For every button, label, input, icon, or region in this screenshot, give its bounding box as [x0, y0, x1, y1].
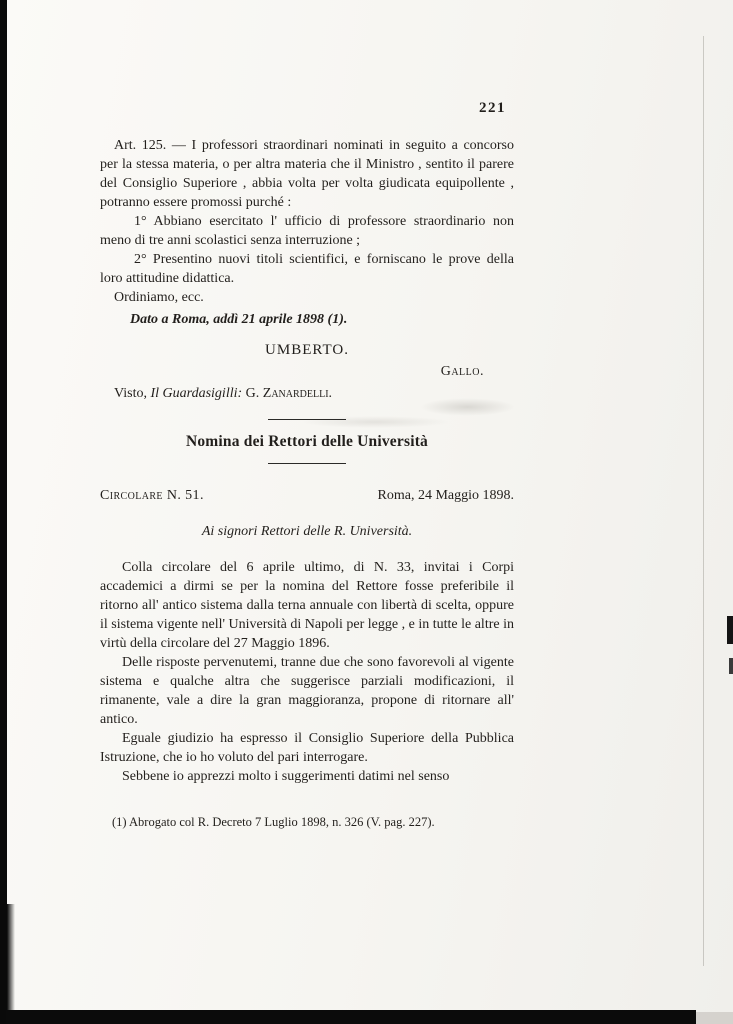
page-content [100, 136, 514, 831]
scan-edge-left [0, 0, 7, 1024]
scan-edge-bottom [6, 1010, 696, 1024]
decree-paragraph: Art. 125. — I professori straordinari nominati in seguito a concorso per la stessa materia, o per altra materia che il Ministro , sentito il parere del Consiglio Superiore , abbia volta per volta giudicata equipollente , potranno essere promossi purché : [100, 138, 514, 210]
minister-countersign: Gallo. [440, 364, 484, 379]
circular-number: Circolare N. 51. [100, 488, 204, 503]
page-number: 221 [479, 100, 506, 116]
addressee-line: Ai signori Rettori delle R. Università. [201, 524, 413, 539]
visto-title: Il Guardasigilli: [150, 386, 243, 401]
circular-paragraph-3: Eguale giudizio ha espresso il Consiglio Superiore della Pubblica Istruzione, che io ho voluto del pari interrogare. [100, 731, 514, 765]
section-title: Nomina dei Rettori delle Università [185, 433, 429, 450]
scan-mark-right-2 [729, 658, 733, 674]
scan-smudge-bottom-left [7, 904, 15, 1024]
circular-place-date: Roma, 24 Maggio 1898. [377, 488, 514, 503]
decree-dateline: Dato a Roma, addì 21 aprile 1898 (1). [130, 312, 348, 327]
separator-rule-bottom [268, 463, 346, 464]
circular-header-row [100, 486, 514, 505]
decree-item-1: 1° Abbiano esercitato l' ufficio di professore straordinario non meno di tre anni scolastici senza interruzione ; [100, 214, 514, 248]
visto-line [100, 384, 514, 403]
ordiniamo-line: Ordiniamo, ecc. [114, 290, 204, 305]
visto-name: G. Zanardelli. [242, 386, 333, 401]
visto-prefix: Visto, [114, 386, 151, 401]
royal-signature: UMBERTO. [265, 342, 349, 358]
scan-fold-line [703, 36, 704, 966]
decree-item-2: 2° Presentino nuovi titoli scientifici, e forniscano le prove della loro attitudine didattica. [100, 252, 514, 286]
scan-edge-bottom-right [696, 1012, 733, 1024]
circular-paragraph-1: Colla circolare del 6 aprile ultimo, di N. 33, invitai i Corpi accademici a dirmi se per la nomina del Rettore fosse preferibile il ritorno all' antico sistema dalla terna annuale con libertà di scelta, oppure il sistema vigente nell' Università di Napoli per legge , e in tutte le altre in virtù della circolare del 27 Maggio 1896. [100, 560, 514, 651]
circular-paragraph-4: Sebbene io apprezzi molto i suggerimenti datimi nel senso [122, 769, 450, 784]
scan-mark-right-1 [727, 616, 733, 644]
footnote: (1) Abrogato col R. Decreto 7 Luglio 1898, n. 326 (V. pag. 227). [112, 815, 435, 829]
separator-rule-top [268, 419, 346, 420]
circular-paragraph-2: Delle risposte pervenutemi, tranne due che sono favorevoli al vigente sistema e qualche altra che suggerisce parziali modificazioni, il rimanente, vale a dire la gran maggioranza, propone di ritornare all' antico. [100, 655, 514, 727]
